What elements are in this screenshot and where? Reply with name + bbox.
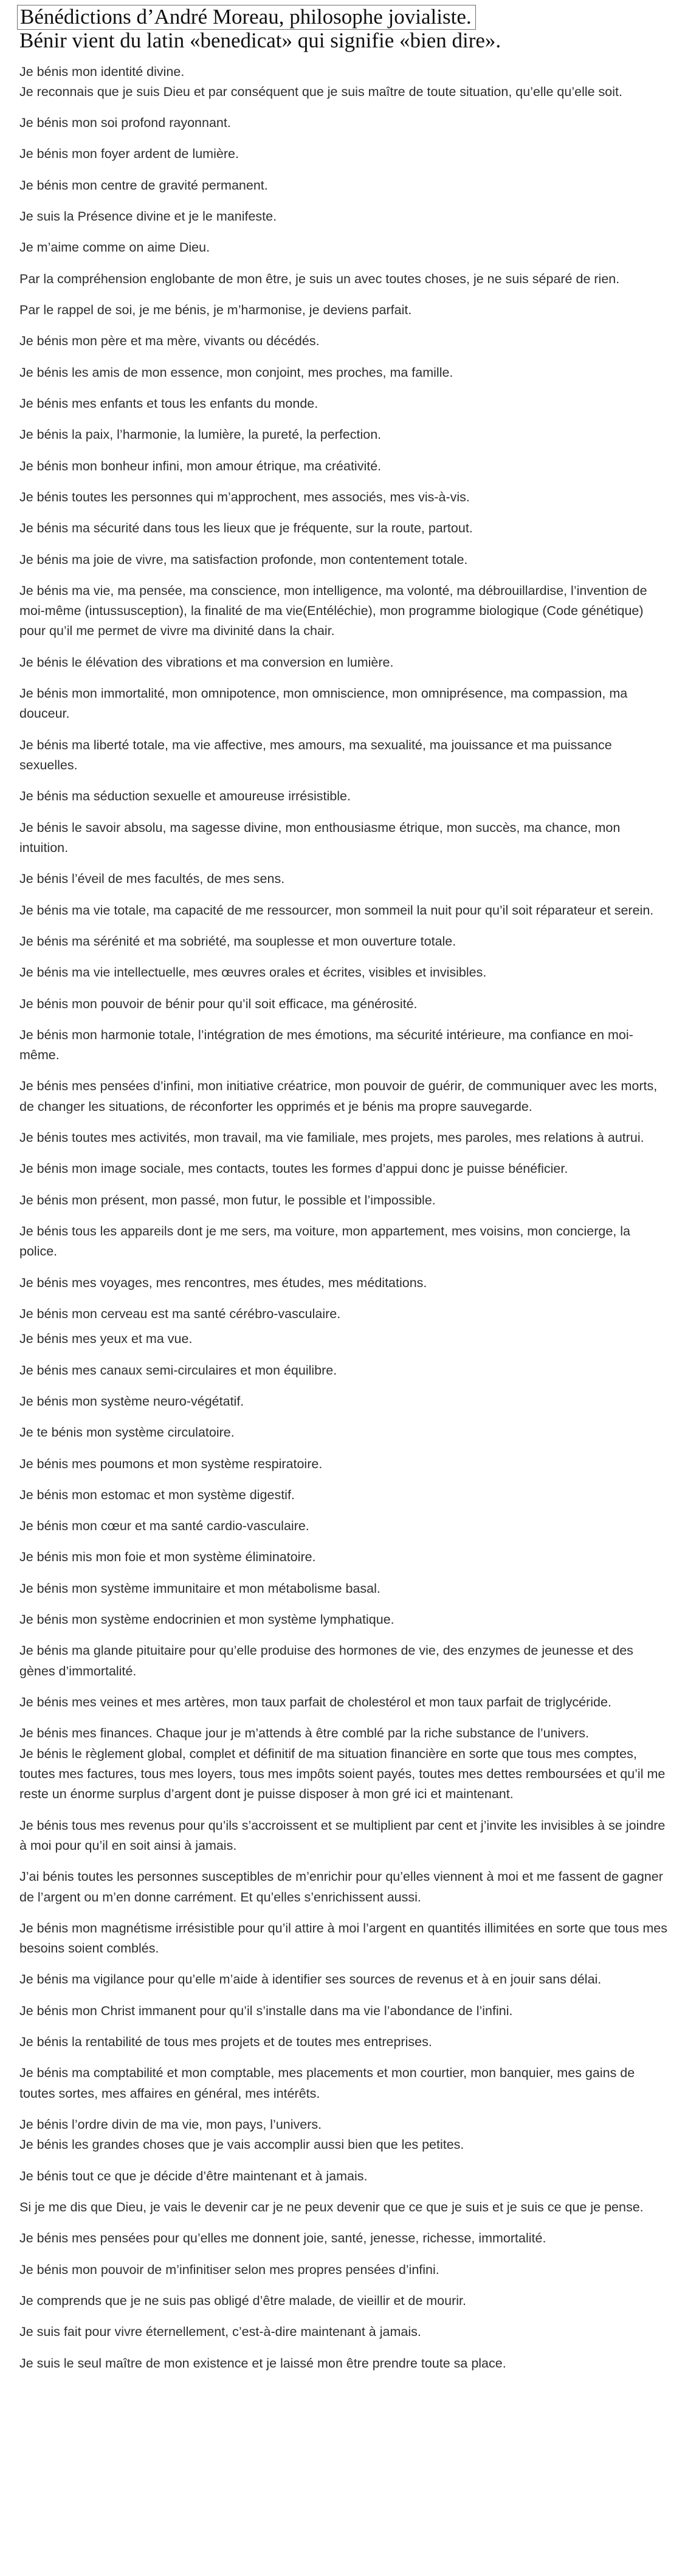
blessing-paragraph: Je bénis mon centre de gravité permanent. [19,177,268,193]
blessing-paragraph: Je bénis ma sécurité dans tous les lieux que je fréquente, sur la route, partout. [19,521,473,536]
blessing-paragraph: Je m’aime comme on aime Dieu. [19,240,210,255]
blessing-paragraph: Je bénis toutes les personnes qui m’approchent, mes associés, mes vis-à-vis. [19,489,470,504]
blessing-paragraph: Je bénis ma vie intellectuelle, mes œuvres orales et écrites, visibles et invisibles. [19,965,487,980]
blessing-paragraph: Je bénis l’ordre divin de ma vie, mon pays, l’univers. Je bénis les grandes choses que je vais accomplir aussi bien que les petites. [19,2117,464,2152]
blessing-paragraph: Je bénis la rentabilité de tous mes projets et de toutes mes entreprises. [19,2035,432,2050]
document-subtitle: Bénir vient du latin «benedicat» qui signifie «bien dire». [19,28,501,52]
blessing-paragraph: Je bénis ma vie, ma pensée, ma conscience, mon intelligence, ma volonté, ma débrouillardise, l’invention de moi-même (intussusception), la finalité de ma vie(Entéléchie), mon programme biologique (Code génétique) pour qu’il me permet de vivre ma divinité dans la chair. [19,583,647,639]
blessing-paragraph: Je bénis mes canaux semi-circulaires et mon équilibre. [19,1362,337,1378]
blessing-paragraph: Je bénis mon soi profond rayonnant. [19,115,231,131]
blessing-paragraph: Je bénis tous mes revenus pour qu’ils s’accroissent et se multiplient par cent et j’invite les invisibles à se joindre à moi pour qu’il en soit ainsi à jamais. [19,1818,666,1853]
blessing-paragraph: Je bénis mes pensées pour qu’elles me donnent joie, santé, jenesse, richesse, immortalité. [19,2231,546,2246]
blessing-paragraph: Je bénis mon bonheur infini, mon amour étrique, ma créativité. [19,458,382,473]
blessing-paragraph: Je suis fait pour vivre éternellement, c’est-à-dire maintenant à jamais. [19,2324,421,2340]
document-title: Bénédictions d’André Moreau, philosophe jovialiste. [17,5,476,30]
blessing-paragraph: Je bénis mes voyages, mes rencontres, mes études, mes méditations. [19,1275,427,1290]
blessing-paragraph: Je bénis ma joie de vivre, ma satisfaction profonde, mon contentement totale. [19,552,468,567]
blessing-paragraph: Je bénis mes enfants et tous les enfants du monde. [19,396,318,411]
blessing-paragraph: Je bénis mon magnétisme irrésistible pour qu’il attire à moi l’argent en quantités illimitées en sorte que tous mes besoins soient comblés. [19,1920,667,1956]
blessing-paragraph: Je bénis mon système neuro-végétatif. [19,1393,244,1409]
blessing-paragraph: Je suis la Présence divine et je le manifeste. [19,209,277,224]
blessing-paragraph: Je bénis la paix, l’harmonie, la lumière, la pureté, la perfection. [19,427,382,442]
blessing-paragraph: Je bénis ma vigilance pour qu’elle m’aide à identifier ses sources de revenus et à en jouir sans délai. [19,1972,602,1987]
blessing-paragraph: Je bénis mes yeux et ma vue. [19,1331,193,1347]
blessing-paragraph: Je bénis les amis de mon essence, mon conjoint, mes proches, ma famille. [19,365,453,380]
blessing-paragraph: Je bénis mon harmonie totale, l’intégration de mes émotions, ma sécurité intérieure, ma confiance en moi-même. [19,1027,633,1063]
blessing-paragraph: Je bénis toutes mes activités, mon travail, ma vie familiale, mes projets, mes paroles, mes relations à autrui. [19,1130,644,1145]
blessing-paragraph: Je bénis ma comptabilité et mon comptable, mes placements et mon courtier, mon banquier, mes gains de toutes sortes, mes affaires en général, mes intérêts. [19,2066,635,2101]
blessing-paragraph: Je bénis mon estomac et mon système digestif. [19,1487,295,1502]
blessing-paragraph: Je bénis mon système endocrinien et mon système lymphatique. [19,1612,394,1627]
blessing-paragraph: Je bénis mes poumons et mon système respiratoire. [19,1456,323,1471]
blessing-paragraph: Je bénis mon image sociale, mes contacts, toutes les formes d’appui donc je puisse bénéficier. [19,1161,568,1176]
blessing-paragraph: Je bénis l’éveil de mes facultés, de mes sens. [19,871,285,887]
blessing-paragraph: Je bénis mon pouvoir de m’infinitiser selon mes propres pensées d’infini. [19,2262,439,2277]
blessing-paragraph: Je bénis mon immortalité, mon omnipotence, mon omniscience, mon omniprésence, ma compassion, ma douceur. [19,686,628,721]
blessing-paragraph: Je bénis tout ce que je décide d’être maintenant et à jamais. [19,2168,368,2183]
blessing-paragraph: Je bénis mon pouvoir de bénir pour qu’il soit efficace, ma générosité. [19,996,418,1011]
blessing-paragraph: Je te bénis mon système circulatoire. [19,1425,235,1440]
blessing-paragraph: Je comprends que je ne suis pas obligé d’être malade, de vieillir et de mourir. [19,2293,466,2308]
blessing-paragraph: Je bénis le savoir absolu, ma sagesse divine, mon enthousiasme étrique, mon succès, ma chance, mon intuition. [19,820,621,855]
blessing-paragraph: Je bénis tous les appareils dont je me sers, ma voiture, mon appartement, mes voisins, mon concierge, la police. [19,1224,631,1259]
blessing-paragraph: Je bénis ma liberté totale, ma vie affective, mes amours, ma sexualité, ma jouissance et ma puissance sexuelles. [19,737,612,772]
blessing-paragraph: Je bénis mon présent, mon passé, mon futur, le possible et l’impossible. [19,1192,436,1207]
blessing-paragraph: Je bénis mon cerveau est ma santé cérébro-vasculaire. [19,1306,341,1321]
blessing-paragraph: Je bénis mon père et ma mère, vivants ou décédés. [19,334,320,349]
blessing-paragraph: Je bénis ma glande pituitaire pour qu’elle produise des hormones de vie, des enzymes de jeunesse et des gènes d’immortalité. [19,1643,633,1678]
blessing-paragraph: Je bénis mon identité divine. Je reconnais que je suis Dieu et par conséquent que je suis maître de toute situation, qu’elle qu’elle soit. [19,64,622,99]
blessing-paragraph: Si je me dis que Dieu, je vais le devenir car je ne peux devenir que ce que je suis et je suis ce que je pense. [19,2199,644,2214]
blessing-paragraph: Je bénis le élévation des vibrations et ma conversion en lumière. [19,654,394,670]
blessing-paragraph: Je bénis mon Christ immanent pour qu’il s’installe dans ma vie l’abondance de l’infini. [19,2003,513,2018]
blessing-paragraph: J’ai bénis toutes les personnes susceptibles de m’enrichir pour qu’elles viennent à moi et me fassent de gagner de l’argent ou m’en donne carrément. Et qu’elles s’enrichissent aussi. [19,1869,663,1905]
blessings-list [17,62,667,2374]
blessing-paragraph: Je bénis ma séduction sexuelle et amoureuse irrésistible. [19,789,351,804]
blessing-paragraph: Je bénis mon cœur et ma santé cardio-vasculaire. [19,1519,309,1534]
blessing-paragraph: Je suis le seul maître de mon existence et je laissé mon être prendre toute sa place. [19,2355,506,2371]
blessing-paragraph: Je bénis mis mon foie et mon système éliminatoire. [19,1550,316,1565]
blessing-paragraph: Je bénis mon foyer ardent de lumière. [19,146,239,162]
blessing-paragraph: Je bénis ma sérénité et ma sobriété, ma souplesse et mon ouverture totale. [19,933,456,949]
blessing-paragraph: Je bénis mes finances. Chaque jour je m’attends à être comblé par la riche substance de l’univers. Je bénis le règlement global, complet et définitif de ma situation financière en sorte que tous mes comptes, toutes mes factures, tous mes loyers, tous mes impôts soient payés, toutes mes dettes remboursées et qu’il me reste un énorme surplus d’argent dont je puisse disposer à mon gré ici et maintenant. [19,1726,666,1802]
blessing-paragraph: Je bénis mes veines et mes artères, mon taux parfait de cholestérol et mon taux parfait de triglycéride. [19,1695,611,1709]
blessing-paragraph: Par la compréhension englobante de mon être, je suis un avec toutes choses, je ne suis séparé de rien. [19,271,620,286]
blessing-paragraph: Je bénis mes pensées d’infini, mon initiative créatrice, mon pouvoir de guérir, de communiquer avec les morts, de changer les situations, de réconforter les opprimés et je bénis ma propre sauvegarde. [19,1079,658,1114]
blessing-paragraph: Je bénis mon système immunitaire et mon métabolisme basal. [19,1581,380,1596]
blessing-paragraph: Je bénis ma vie totale, ma capacité de me ressourcer, mon sommeil la nuit pour qu’il soit réparateur et serein. [19,902,654,918]
blessing-paragraph: Par le rappel de soi, je me bénis, je m’harmonise, je deviens parfait. [19,303,412,317]
